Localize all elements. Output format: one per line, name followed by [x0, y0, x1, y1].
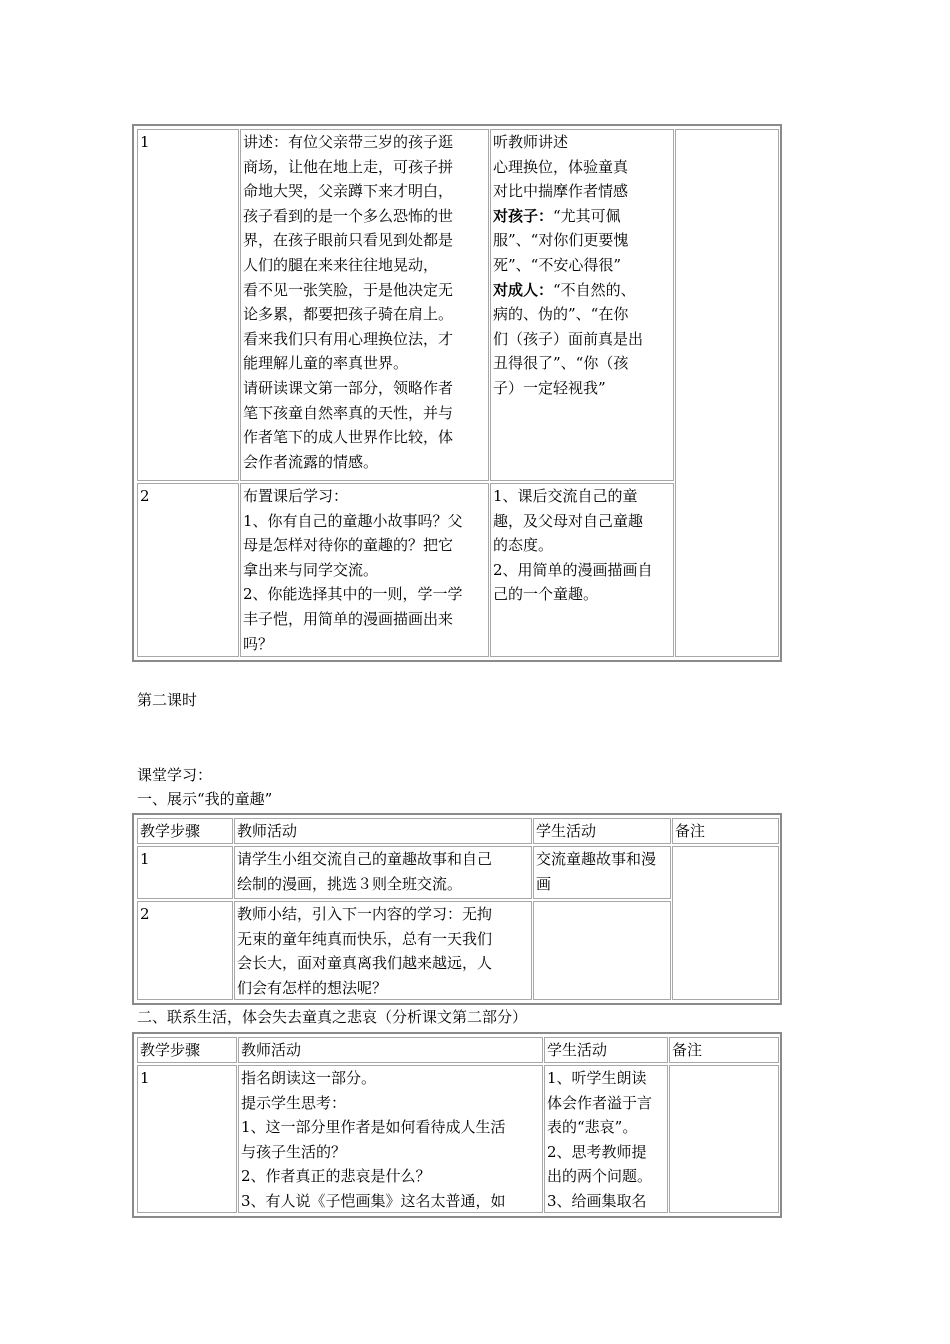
text-line: 论多累，都要把孩子骑在肩上。	[243, 305, 454, 324]
header-cell-notes	[672, 818, 779, 844]
step-cell	[137, 846, 233, 899]
text-line: 拿出来与同学交流。	[243, 560, 379, 579]
bold-label: 对成人：	[493, 280, 554, 299]
text-line: 丑得很了”、“你（孩	[493, 354, 629, 373]
teacher-activity-cell	[234, 846, 532, 899]
text-line: 体会作者溢于言	[547, 1093, 653, 1112]
lesson-table-1	[132, 124, 782, 662]
notes-cell	[672, 846, 779, 1000]
text-line: 心理换位，体验童真	[493, 157, 629, 176]
header-label: 备注	[672, 1041, 703, 1059]
text-line: 人们的腿在来来往往地晃动，	[243, 255, 439, 274]
text-line: 们会有怎样的想法呢？	[237, 978, 388, 997]
step-cell	[137, 901, 233, 1000]
header-label: 教学步骤	[140, 822, 201, 840]
header-label: 教师活动	[241, 1041, 302, 1059]
header-label: 教学步骤	[140, 1041, 201, 1059]
section-one-title: 一、展示“我的童趣”	[137, 790, 273, 808]
text-line: 丰子恺，用简单的漫画描画出来	[243, 609, 454, 628]
lesson-period-heading: 第二课时	[137, 691, 198, 709]
classroom-learning-label: 课堂学习：	[137, 766, 213, 784]
text-line: 教师小结，引入下一内容的学习：无拘	[237, 905, 493, 923]
header-label: 学生活动	[547, 1041, 608, 1059]
teacher-activity-cell	[240, 129, 489, 481]
text-line: 孩子看到的是一个多么恐怖的世	[243, 206, 454, 225]
text-line: 1、听学生朗读	[547, 1069, 647, 1087]
text-line: 服”、“对你们更要愧	[493, 231, 629, 250]
header-cell-notes	[669, 1037, 779, 1063]
text-line: 提示学生思考：	[241, 1093, 347, 1112]
text-line: 2、你能选择其中的一则，学一学	[243, 585, 463, 604]
teacher-activity-cell	[238, 1065, 543, 1213]
section-two-title: 二、联系生活，体会失去童真之悲哀（分析课文第二部分）	[137, 1008, 528, 1026]
text-line: 出的两个问题。	[547, 1167, 653, 1186]
text-line: 与孩子生活的？	[241, 1142, 347, 1161]
header-cell-teacher	[234, 818, 532, 844]
text-line: 能理解儿童的率真世界。	[243, 354, 409, 373]
text-line: 无束的童年纯真而快乐，总有一天我们	[237, 929, 493, 948]
text-line: 1、你有自己的童趣小故事吗？父	[243, 511, 463, 530]
text-line	[493, 204, 671, 229]
header-cell-student	[533, 818, 671, 844]
text-line: 界，在孩子眼前只看见到处都是	[243, 231, 454, 250]
text-line: 趣，及父母对自己童趣	[493, 511, 644, 530]
step-number: 1	[140, 850, 150, 868]
quote-text: “尤其可佩	[553, 206, 621, 225]
header-cell-step	[137, 1037, 237, 1063]
text-line: 看来我们只有用心理换位法，才	[243, 329, 454, 348]
text-line: 布置课后学习：	[243, 487, 349, 505]
text-line: 母是怎样对待你的童趣的？把它	[243, 536, 454, 555]
text-line: 看不见一张笑脸，于是他决定无	[243, 280, 454, 299]
student-activity-cell	[533, 846, 671, 899]
lesson-table-3	[132, 1032, 782, 1218]
teacher-activity-cell	[240, 483, 489, 657]
step-number: 1	[140, 133, 150, 151]
text-line: 会长大，面对童真离我们越来越远，人	[237, 954, 493, 973]
step-number: 1	[140, 1069, 150, 1087]
text-line: 病的、伪的”、“在你	[493, 305, 629, 324]
notes-cell	[675, 129, 779, 657]
student-activity-cell	[490, 129, 674, 481]
text-line: 画	[536, 874, 552, 893]
text-line: 讲述：有位父亲带三岁的孩子逛	[243, 133, 454, 151]
header-label: 学生活动	[536, 822, 597, 840]
text-line: 1、这一部分里作者是如何看待成人生活	[241, 1118, 506, 1137]
text-line: 3、给画集取名	[547, 1191, 647, 1210]
text-line: 会作者流露的情感。	[243, 452, 379, 471]
text-line: 对比中揣摩作者情感	[493, 182, 629, 201]
text-line: 绘制的漫画，挑选３则全班交流。	[237, 874, 463, 893]
header-cell-teacher	[238, 1037, 543, 1063]
text-line: 2、思考教师提	[547, 1142, 647, 1161]
header-label: 备注	[675, 822, 706, 840]
student-activity-cell	[533, 901, 671, 1000]
student-activity-cell	[490, 483, 674, 657]
text-line: 2、用简单的漫画描画自	[493, 560, 653, 579]
step-number: 2	[140, 487, 150, 505]
text-line: 2、作者真正的悲哀是什么？	[241, 1167, 431, 1186]
text-line: 们（孩子）面前真是出	[493, 329, 644, 348]
text-line: 子）一定轻视我”	[493, 378, 606, 397]
step-cell	[137, 483, 239, 657]
text-line: 指名朗读这一部分。	[241, 1069, 377, 1087]
notes-cell	[669, 1065, 779, 1213]
text-line: 死”、“不安心得很”	[493, 255, 622, 274]
text-line: 表的“悲哀”。	[547, 1118, 638, 1137]
text-line: 作者笔下的成人世界作比较，体	[243, 428, 454, 447]
text-line: 商场，让他在地上走，可孩子拼	[243, 157, 454, 176]
teacher-activity-cell	[234, 901, 532, 1000]
text-line	[493, 278, 671, 303]
text-line: 笔下孩童自然率真的天性，并与	[243, 403, 454, 422]
bold-label: 对孩子：	[493, 206, 554, 225]
text-line: 1、课后交流自己的童	[493, 487, 638, 505]
text-line: 命地大哭，父亲蹲下来才明白，	[243, 182, 454, 201]
lesson-table-2	[132, 813, 782, 1005]
step-cell	[137, 129, 239, 481]
text-line: 请学生小组交流自己的童趣故事和自己	[237, 850, 493, 868]
quote-text: “不自然的、	[553, 280, 636, 299]
header-label: 教师活动	[237, 822, 298, 840]
header-cell-step	[137, 818, 233, 844]
student-activity-cell	[544, 1065, 668, 1213]
text-line: 吗？	[243, 634, 274, 653]
step-number: 2	[140, 905, 150, 923]
text-line: 请研读课文第一部分，领略作者	[243, 378, 454, 397]
text-line: 的态度。	[493, 536, 554, 555]
step-cell	[137, 1065, 237, 1213]
text-line: 交流童趣故事和漫	[536, 850, 657, 868]
text-line: 3、有人说《子恺画集》这名太普通，如	[241, 1191, 506, 1210]
text-line: 己的一个童趣。	[493, 585, 599, 604]
header-cell-student	[544, 1037, 668, 1063]
text-line: 听教师讲述	[493, 133, 569, 151]
